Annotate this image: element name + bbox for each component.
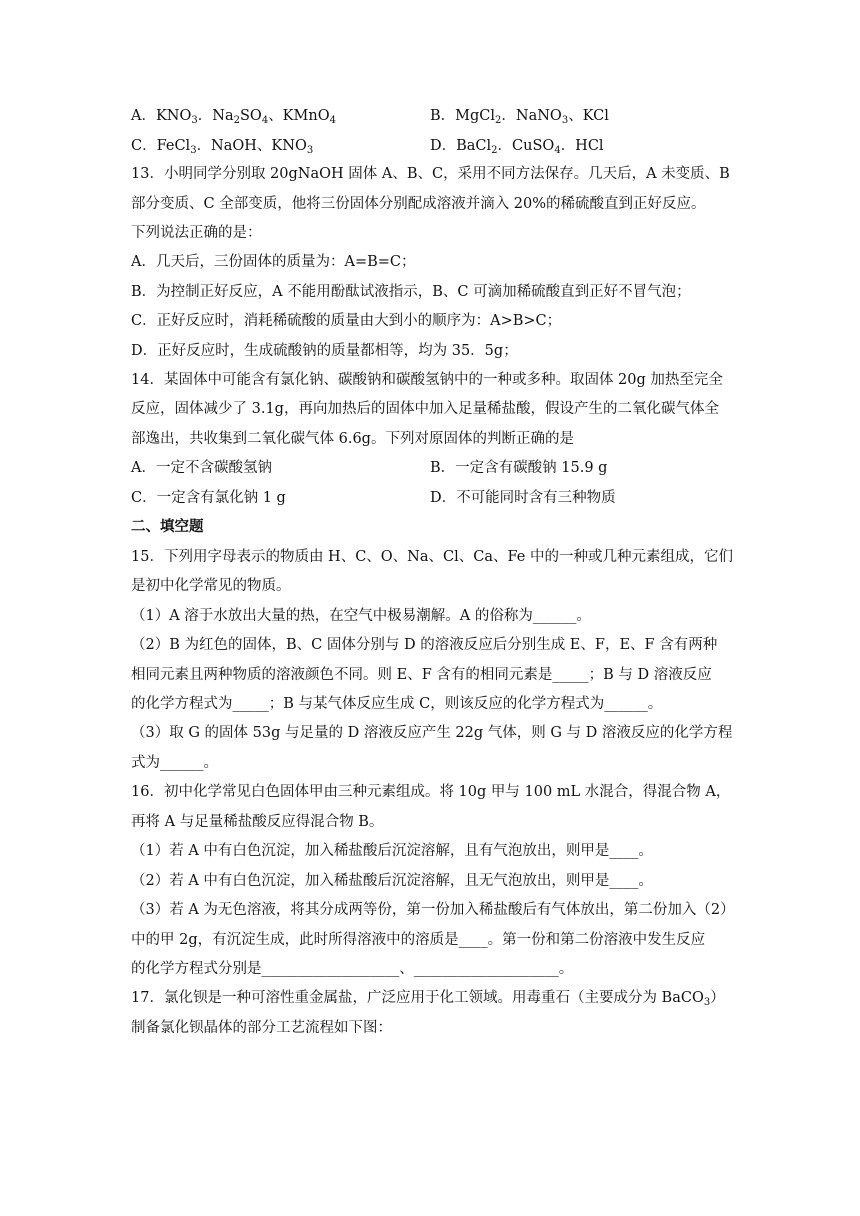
section-title: 二、填空题 [131, 518, 204, 535]
q12-option-d: D．BaCl$_2$．CuSO$_4$．HCl [430, 138, 604, 156]
q16-stem-line2: 再将 A 与足量稀盐酸反应得混合物 B。 [131, 814, 384, 830]
q16-part3-line1: （3）若 A 为无色溶液，将其分成两等份，第一份加入稀盐酸后有气体放出，第二份加入（2） [131, 902, 735, 918]
q16-part3-line2: 中的甲 2g，有沉淀生成，此时所得溶液中的溶质是____。第一份和第二份溶液中发生反应 [131, 932, 706, 948]
q16-part1: （1）若 A 中有白色沉淀，加入稀盐酸后沉淀溶解，且有气泡放出，则甲是____。 [131, 843, 653, 859]
q14-option-b: B．一定含有碳酸钠 15.9 g [430, 460, 608, 476]
q17-stem-line1: 17．氯化钡是一种可溶性重金属盐，广泛应用于化工领域。用毒重石（主要成分为 BaCO$_3$） [131, 990, 725, 1008]
q15-part3-line1: （3）取 G 的固体 53g 与足量的 D 溶液反应产生 22g 气体，则 G 与 D 溶液反应的化学方程 [131, 725, 733, 741]
q14-stem-line3: 部逸出，共收集到二氧化碳气体 6.6g。下列对原固体的判断正确的是 [131, 431, 574, 447]
q14-stem-line2: 反应，固体减少了 3.1g，再向加热后的固体中加入足量稀盐酸，假设产生的二氧化碳气体全 [131, 401, 719, 417]
q13-option-b: B．为控制正好反应，A 不能用酚酞试液指示，B、C 可滴加稀硫酸直到正好不冒气泡； [131, 284, 691, 300]
q14-option-d: D．不可能同时含有三种物质 [430, 490, 616, 506]
q15-part2-line2: 相同元素且两种物质的溶液颜色不同。则 E、F 含有的相同元素是_____；B 与 D 溶液反应 [131, 667, 712, 683]
q12-option-a: A．$KNO_3$．$Na_2SO_4$、KMnO$_4$ [131, 108, 336, 126]
q14-stem-line1: 14．某固体中可能含有氯化钠、碳酸钠和碳酸氢钠中的一种或多种。取固体 20g 加热至完全 [131, 372, 723, 388]
q17-stem-line2: 制备氯化钡晶体的部分工艺流程如下图： [131, 1020, 392, 1036]
q16-part3-line3: 的化学方程式分别是___________________、____________________。 [131, 961, 574, 977]
q15-part2-line3: 的化学方程式为_____；B 与某气体反应生成 C，则该反应的化学方程式为______。 [131, 696, 663, 712]
q13-option-a: A．几天后，三份固体的质量为：A=B=C； [131, 254, 416, 270]
q12-option-b: B．MgCl$_2$．NaNO$_3$、KCl [430, 108, 609, 126]
q14-option-c: C．一定含有氯化钠 1 g [131, 490, 286, 506]
q16-part2: （2）若 A 中有白色沉淀，加入稀盐酸后沉淀溶解，且无气泡放出，则甲是____。 [131, 873, 653, 889]
q13-stem-line1: 13．小明同学分别取 20gNaOH 固体 A、B、C，采用不同方法保存。几天后，A 未变质、B [131, 166, 730, 182]
q13-option-d: D．正好反应时，生成硫酸钠的质量都相等，均为 35．5g； [131, 343, 518, 359]
q14-option-a: A．一定不含碳酸氢钠 [131, 460, 272, 476]
q15-stem-line2: 是初中化学常见的物质。 [131, 578, 291, 594]
q16-stem-line1: 16．初中化学常见白色固体甲由三种元素组成。将 10g 甲与 100 mL 水混合，得混合物 A， [131, 784, 731, 800]
q15-part3-line2: 式为______。 [131, 755, 218, 771]
q13-stem-line3: 下列说法正确的是： [131, 225, 262, 241]
q15-part1: （1）A 溶于水放出大量的热，在空气中极易潮解。A 的俗称为______。 [131, 608, 591, 624]
q12-option-c: C．FeCl$_3$．NaOH、$KNO_3$ [131, 138, 314, 156]
q13-option-c: C．正好反应时，消耗稀硫酸的质量由大到小的顺序为：A>B>C； [131, 313, 562, 329]
q13-stem-line2: 部分变质、C 全部变质，他将三份固体分别配成溶液并滴入 20%的稀硫酸直到正好反应。 [131, 196, 706, 212]
q15-stem-line1: 15．下列用字母表示的物质由 H、C、O、Na、Cl、Ca、Fe 中的一种或几种元素组成，它们 [131, 549, 733, 565]
q15-part2-line1: （2）B 为红色的固体，B、C 固体分别与 D 的溶液反应后分别生成 E、F，E、F 含有两种 [131, 637, 718, 653]
